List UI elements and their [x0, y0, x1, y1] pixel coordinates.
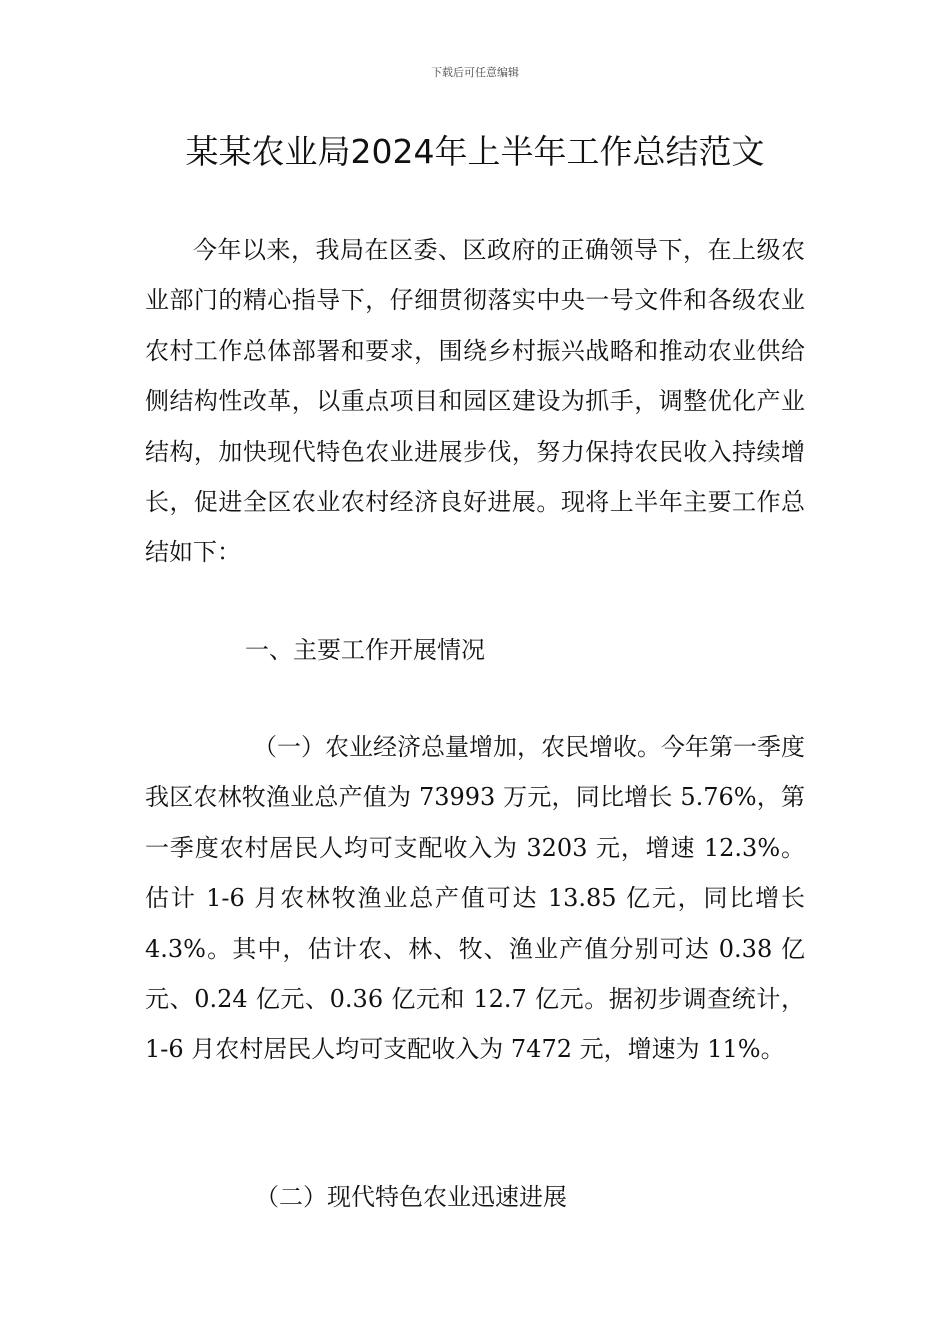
section-heading: 一、主要工作开展情况 [245, 636, 485, 664]
intro-paragraph: 今年以来，我局在区委、区政府的正确领导下，在上级农业部门的精心指导下，仔细贯彻落实中央一号文件和各级农业农村工作总体部署和要求，围绕乡村振兴战略和推动农业供给侧结构性改革，以重点项目和园区建设为抓手，调整优化产业结构，加快现代特色农业进展步伐，努力保持农民收入持续增长，促进全区农业农村经济良好进展。现将上半年主要工作总结如下： [145, 236, 805, 567]
document-title: 某某农业局2024年上半年工作总结范文 [185, 132, 765, 171]
subsection-heading: （二）现代特色农业迅速进展 [255, 1183, 567, 1211]
subsection-paragraph: （一）农业经济总量增加，农民增收。今年第一季度我区农林牧渔业总产值为 73993 万元，同比增长 5.76%，第一季度农村居民人均可支配收入为 3203 元，增速 12.3%。估计 1-6 月农林牧渔业总产值可达 13.85 亿元，同比增长 4.3%。其中，估计农、林、牧、渔业产值分别可达 0.38 亿元、0.24 亿元、0.36 亿元和 12.7 亿元。据初步调查统计，1-6 月农村居民人均可支配收入为 7472 元，增速为 11%。 [145, 733, 805, 1064]
header-note: 下载后可任意编辑 [431, 66, 519, 79]
